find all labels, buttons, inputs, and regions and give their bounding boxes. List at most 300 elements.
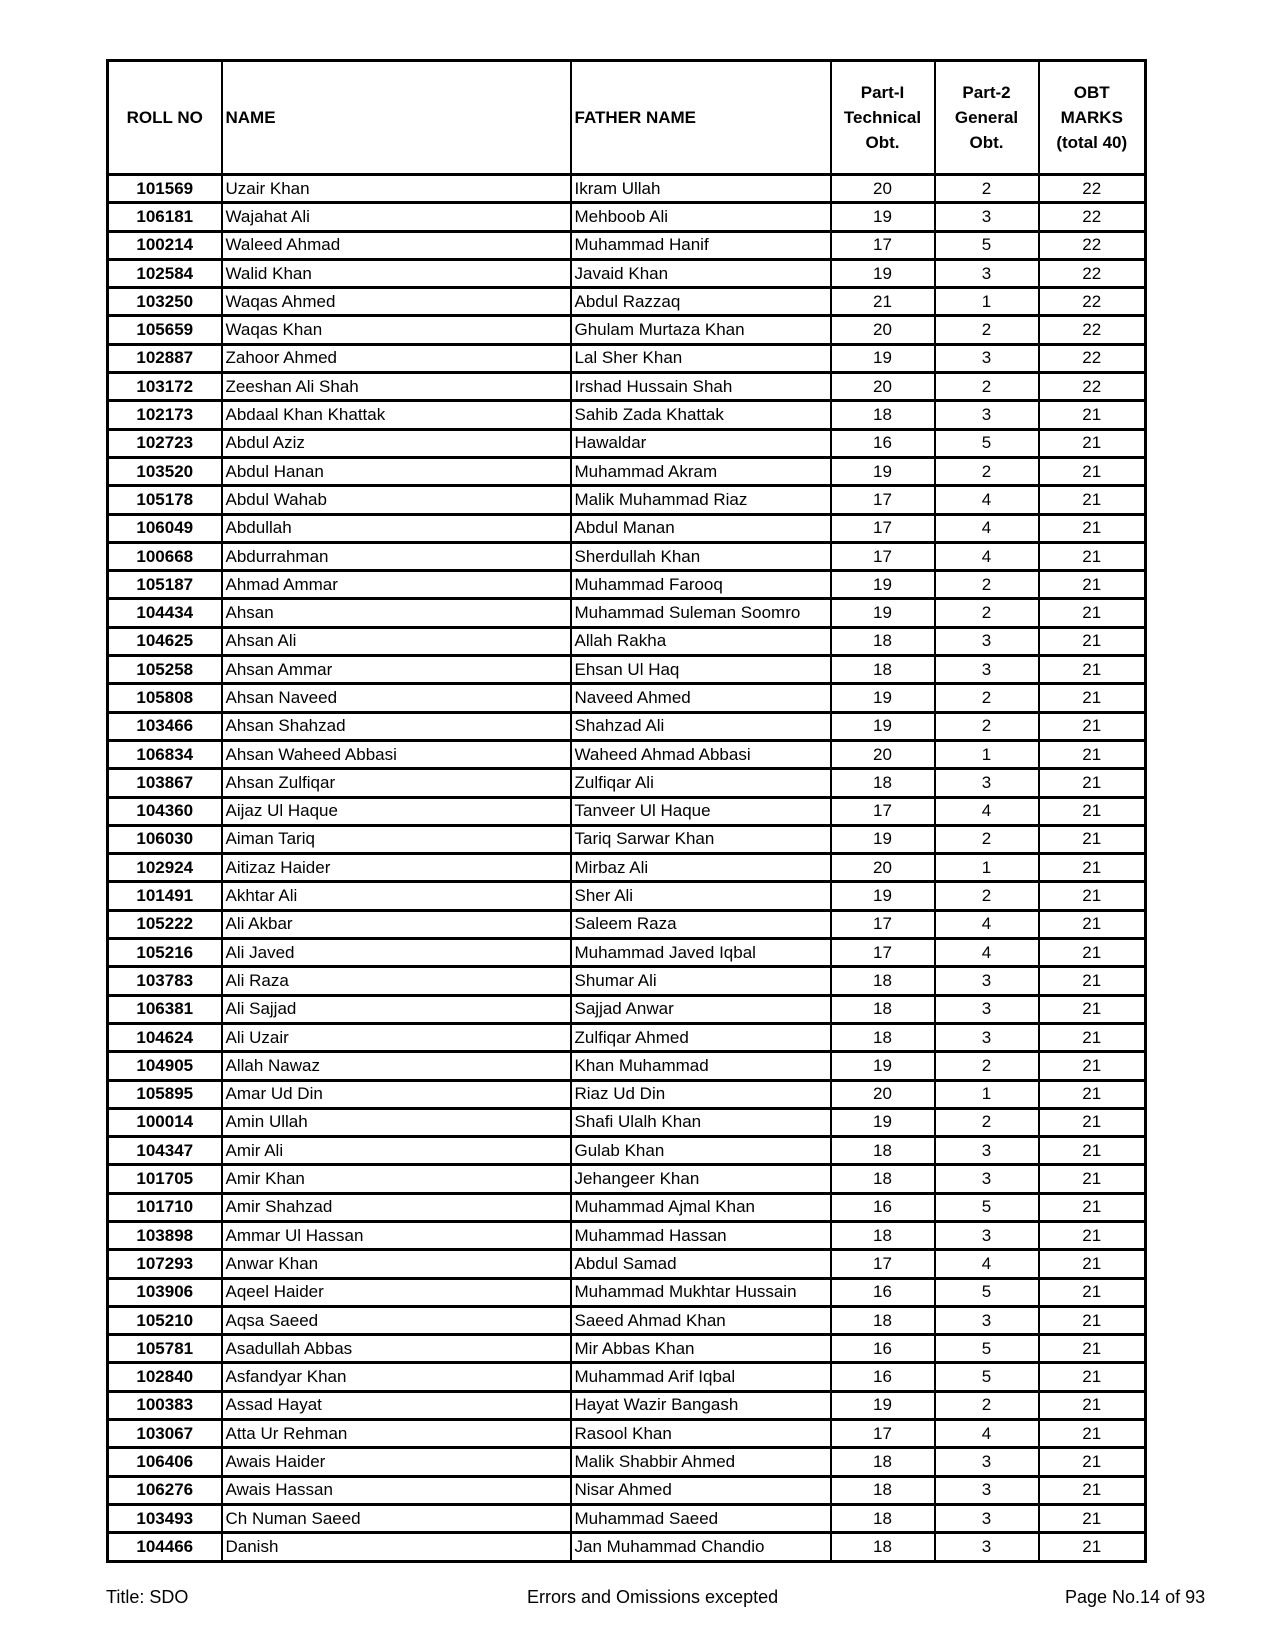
roll-no-cell: 103898: [108, 1221, 222, 1249]
obt-marks-cell: 21: [1039, 1306, 1146, 1334]
father-name-cell: Ehsan Ul Haq: [571, 656, 831, 684]
table-row: [108, 203, 1146, 231]
father-name-cell: Saeed Ahmad Khan: [571, 1306, 831, 1334]
obt-marks-cell: 21: [1039, 882, 1146, 910]
obt-marks-cell: 22: [1039, 231, 1146, 259]
obt-marks-cell: 21: [1039, 1476, 1146, 1504]
part1-score-cell: 19: [831, 457, 935, 485]
roll-no-cell: 105808: [108, 684, 222, 712]
part1-score-cell: 18: [831, 1221, 935, 1249]
name-cell: Ahsan Naveed: [222, 684, 571, 712]
part1-score-cell: 17: [831, 1250, 935, 1278]
obt-marks-cell: 21: [1039, 1250, 1146, 1278]
table-row: [108, 627, 1146, 655]
father-name-cell: Mir Abbas Khan: [571, 1335, 831, 1363]
name-cell: Amir Ali: [222, 1137, 571, 1165]
roll-no-cell: 101705: [108, 1165, 222, 1193]
header-line: OBT: [1073, 83, 1110, 102]
roll-no-cell: 104347: [108, 1137, 222, 1165]
part1-score-cell: 18: [831, 1137, 935, 1165]
part1-score-cell: 19: [831, 203, 935, 231]
part1-score-cell: 19: [831, 571, 935, 599]
father-name-cell: Muhammad Mukhtar Hussain: [571, 1278, 831, 1306]
table-body: [108, 175, 1146, 1562]
part2-score-cell: 4: [935, 797, 1039, 825]
table-row: [108, 429, 1146, 457]
part1-score-cell: 16: [831, 1278, 935, 1306]
header-line: MARKS: [1060, 108, 1123, 127]
part2-score-cell: 5: [935, 231, 1039, 259]
table-row: [108, 1165, 1146, 1193]
name-cell: Ahsan Ammar: [222, 656, 571, 684]
father-name-cell: Abdul Razzaq: [571, 288, 831, 316]
father-name-cell: Ikram Ullah: [571, 175, 831, 203]
part2-score-cell: 2: [935, 175, 1039, 203]
name-cell: Abdullah: [222, 514, 571, 542]
name-cell: Ahsan: [222, 599, 571, 627]
part2-score-cell: 3: [935, 401, 1039, 429]
roll-no-cell: 104434: [108, 599, 222, 627]
roll-no-cell: 103867: [108, 769, 222, 797]
table-row: [108, 712, 1146, 740]
father-name-cell: Shumar Ali: [571, 967, 831, 995]
name-cell: Aiman Tariq: [222, 825, 571, 853]
roll-no-cell: 105659: [108, 316, 222, 344]
name-cell: Waleed Ahmad: [222, 231, 571, 259]
obt-marks-cell: 21: [1039, 486, 1146, 514]
obt-marks-cell: 21: [1039, 457, 1146, 485]
name-cell: Amin Ullah: [222, 1108, 571, 1136]
table-row: [108, 231, 1146, 259]
table-row: [108, 1250, 1146, 1278]
father-name-cell: Tariq Sarwar Khan: [571, 825, 831, 853]
table-row: [108, 740, 1146, 768]
father-name-cell: Mehboob Ali: [571, 203, 831, 231]
roll-no-cell: 105187: [108, 571, 222, 599]
obt-marks-cell: 21: [1039, 1165, 1146, 1193]
father-name-cell: Sherdullah Khan: [571, 542, 831, 570]
obt-marks-cell: 21: [1039, 769, 1146, 797]
name-cell: Aitizaz Haider: [222, 854, 571, 882]
part2-score-cell: 2: [935, 825, 1039, 853]
header-line: General: [954, 108, 1019, 127]
father-name-cell: Muhammad Akram: [571, 457, 831, 485]
name-cell: Aqsa Saeed: [222, 1306, 571, 1334]
name-cell: Ahsan Shahzad: [222, 712, 571, 740]
part2-score-cell: 3: [935, 1476, 1039, 1504]
roll-no-cell: 105895: [108, 1080, 222, 1108]
table-row: [108, 373, 1146, 401]
name-cell: Ammar Ul Hassan: [222, 1221, 571, 1249]
part2-score-cell: 4: [935, 542, 1039, 570]
obt-marks-cell: 22: [1039, 373, 1146, 401]
obt-marks-cell: 21: [1039, 1278, 1146, 1306]
part2-score-cell: 3: [935, 995, 1039, 1023]
part1-score-cell: 17: [831, 542, 935, 570]
obt-marks-cell: 21: [1039, 684, 1146, 712]
part2-score-cell: 2: [935, 571, 1039, 599]
father-name-cell: Mirbaz Ali: [571, 854, 831, 882]
obt-marks-cell: 21: [1039, 1391, 1146, 1419]
father-name-cell: Hayat Wazir Bangash: [571, 1391, 831, 1419]
name-cell: Amir Khan: [222, 1165, 571, 1193]
header-line: (total 40): [1056, 133, 1128, 152]
table-row: [108, 175, 1146, 203]
table-row: [108, 967, 1146, 995]
part2-score-cell: 4: [935, 1250, 1039, 1278]
part2-score-cell: 5: [935, 1193, 1039, 1221]
table-row: [108, 854, 1146, 882]
obt-marks-cell: 21: [1039, 1448, 1146, 1476]
name-cell: Aijaz Ul Haque: [222, 797, 571, 825]
part1-score-cell: 18: [831, 1165, 935, 1193]
obt-marks-cell: 21: [1039, 939, 1146, 967]
header-line: Part-I: [860, 83, 905, 102]
name-cell: Awais Hassan: [222, 1476, 571, 1504]
part2-score-cell: 4: [935, 514, 1039, 542]
name-cell: Ali Uzair: [222, 1023, 571, 1051]
father-name-cell: Muhammad Hanif: [571, 231, 831, 259]
father-name-cell: Nisar Ahmed: [571, 1476, 831, 1504]
father-name-cell: Muhammad Javed Iqbal: [571, 939, 831, 967]
father-name-cell: Abdul Samad: [571, 1250, 831, 1278]
part2-score-cell: 5: [935, 1335, 1039, 1363]
table-row: [108, 316, 1146, 344]
part1-score-cell: 18: [831, 1504, 935, 1532]
part1-score-cell: 20: [831, 854, 935, 882]
part2-score-cell: 1: [935, 740, 1039, 768]
roll-no-cell: 106381: [108, 995, 222, 1023]
footer-title: Title: SDO: [106, 1587, 189, 1607]
header-row: [108, 61, 1146, 175]
obt-marks-cell: 21: [1039, 995, 1146, 1023]
part1-score-cell: 19: [831, 1052, 935, 1080]
part1-score-cell: 17: [831, 797, 935, 825]
obt-marks-cell: 21: [1039, 1335, 1146, 1363]
obt-marks-cell: 21: [1039, 910, 1146, 938]
obt-marks-cell: 21: [1039, 797, 1146, 825]
father-name-cell: Sher Ali: [571, 882, 831, 910]
table-row: [108, 769, 1146, 797]
part1-score-cell: 16: [831, 1335, 935, 1363]
roll-no-cell: 106276: [108, 1476, 222, 1504]
part2-score-cell: 2: [935, 712, 1039, 740]
father-name-cell: Abdul Manan: [571, 514, 831, 542]
table-row: [108, 684, 1146, 712]
name-cell: Uzair Khan: [222, 175, 571, 203]
roll-no-cell: 102840: [108, 1363, 222, 1391]
obt-marks-cell: 21: [1039, 854, 1146, 882]
header-obt-marks: [1039, 61, 1146, 175]
table-row: [108, 910, 1146, 938]
name-cell: Akhtar Ali: [222, 882, 571, 910]
table-row: [108, 1023, 1146, 1051]
part1-score-cell: 19: [831, 825, 935, 853]
father-name-cell: Ghulam Murtaza Khan: [571, 316, 831, 344]
obt-marks-cell: 21: [1039, 542, 1146, 570]
part2-score-cell: 3: [935, 1533, 1039, 1561]
obt-marks-cell: 21: [1039, 401, 1146, 429]
table-row: [108, 825, 1146, 853]
roll-no-cell: 102584: [108, 259, 222, 287]
part1-score-cell: 21: [831, 288, 935, 316]
part2-score-cell: 4: [935, 939, 1039, 967]
part2-score-cell: 5: [935, 1363, 1039, 1391]
roll-no-cell: 100014: [108, 1108, 222, 1136]
father-name-cell: Muhammad Suleman Soomro: [571, 599, 831, 627]
obt-marks-cell: 21: [1039, 599, 1146, 627]
name-cell: Zeeshan Ali Shah: [222, 373, 571, 401]
obt-marks-cell: 21: [1039, 740, 1146, 768]
father-name-cell: Muhammad Ajmal Khan: [571, 1193, 831, 1221]
table-row: [108, 1137, 1146, 1165]
obt-marks-cell: 22: [1039, 175, 1146, 203]
obt-marks-cell: 21: [1039, 1080, 1146, 1108]
name-cell: Ahmad Ammar: [222, 571, 571, 599]
part2-score-cell: 1: [935, 1080, 1039, 1108]
header-line: Technical: [843, 108, 922, 127]
part2-score-cell: 3: [935, 1306, 1039, 1334]
roll-no-cell: 104466: [108, 1533, 222, 1561]
part1-score-cell: 20: [831, 175, 935, 203]
obt-marks-cell: 22: [1039, 259, 1146, 287]
name-cell: Ali Raza: [222, 967, 571, 995]
part2-score-cell: 3: [935, 656, 1039, 684]
roll-no-cell: 100668: [108, 542, 222, 570]
table-row: [108, 1335, 1146, 1363]
part2-score-cell: 3: [935, 1023, 1039, 1051]
table-row: [108, 995, 1146, 1023]
roll-no-cell: 102173: [108, 401, 222, 429]
part2-score-cell: 3: [935, 344, 1039, 372]
roll-no-cell: 103250: [108, 288, 222, 316]
obt-marks-cell: 22: [1039, 203, 1146, 231]
roll-no-cell: 104360: [108, 797, 222, 825]
obt-marks-cell: 21: [1039, 1052, 1146, 1080]
father-name-cell: Jehangeer Khan: [571, 1165, 831, 1193]
father-name-cell: Zulfiqar Ali: [571, 769, 831, 797]
father-name-cell: Malik Muhammad Riaz: [571, 486, 831, 514]
name-cell: Amar Ud Din: [222, 1080, 571, 1108]
name-cell: Aqeel Haider: [222, 1278, 571, 1306]
father-name-cell: Sajjad Anwar: [571, 995, 831, 1023]
table-row: [108, 599, 1146, 627]
part2-score-cell: 2: [935, 1052, 1039, 1080]
father-name-cell: Shahzad Ali: [571, 712, 831, 740]
roll-no-cell: 105222: [108, 910, 222, 938]
part1-score-cell: 18: [831, 1476, 935, 1504]
roll-no-cell: 106181: [108, 203, 222, 231]
name-cell: Awais Haider: [222, 1448, 571, 1476]
table-row: [108, 486, 1146, 514]
name-cell: Waqas Khan: [222, 316, 571, 344]
obt-marks-cell: 21: [1039, 1504, 1146, 1532]
table-row: [108, 1504, 1146, 1532]
father-name-cell: Muhammad Farooq: [571, 571, 831, 599]
roll-no-cell: 101491: [108, 882, 222, 910]
part1-score-cell: 19: [831, 1391, 935, 1419]
name-cell: Amir Shahzad: [222, 1193, 571, 1221]
father-name-cell: Muhammad Hassan: [571, 1221, 831, 1249]
obt-marks-cell: 22: [1039, 288, 1146, 316]
father-name-cell: Irshad Hussain Shah: [571, 373, 831, 401]
results-table: [106, 59, 1147, 1563]
roll-no-cell: 102723: [108, 429, 222, 457]
roll-no-cell: 100214: [108, 231, 222, 259]
roll-no-cell: 104625: [108, 627, 222, 655]
roll-no-cell: 101710: [108, 1193, 222, 1221]
obt-marks-cell: 22: [1039, 344, 1146, 372]
part1-score-cell: 19: [831, 599, 935, 627]
roll-no-cell: 106834: [108, 740, 222, 768]
part1-score-cell: 18: [831, 967, 935, 995]
part1-score-cell: 18: [831, 1533, 935, 1561]
part2-score-cell: 2: [935, 882, 1039, 910]
part1-score-cell: 18: [831, 627, 935, 655]
name-cell: Ali Javed: [222, 939, 571, 967]
part2-score-cell: 4: [935, 1420, 1039, 1448]
obt-marks-cell: 21: [1039, 429, 1146, 457]
header-line: Obt.: [969, 133, 1004, 152]
part1-score-cell: 16: [831, 1193, 935, 1221]
table-row: [108, 656, 1146, 684]
table-row: [108, 1476, 1146, 1504]
name-cell: Asfandyar Khan: [222, 1363, 571, 1391]
part2-score-cell: 2: [935, 373, 1039, 401]
father-name-cell: Gulab Khan: [571, 1137, 831, 1165]
part1-score-cell: 17: [831, 1420, 935, 1448]
roll-no-cell: 103172: [108, 373, 222, 401]
father-name-cell: Javaid Khan: [571, 259, 831, 287]
roll-no-cell: 106049: [108, 514, 222, 542]
part1-score-cell: 19: [831, 259, 935, 287]
part2-score-cell: 1: [935, 854, 1039, 882]
part1-score-cell: 19: [831, 882, 935, 910]
obt-marks-cell: 21: [1039, 712, 1146, 740]
name-cell: Abdul Wahab: [222, 486, 571, 514]
header-father-name: FATHER NAME: [571, 61, 831, 175]
table-row: [108, 259, 1146, 287]
table-row: [108, 1363, 1146, 1391]
name-cell: Waqas Ahmed: [222, 288, 571, 316]
roll-no-cell: 106406: [108, 1448, 222, 1476]
part2-score-cell: 2: [935, 684, 1039, 712]
table-row: [108, 1052, 1146, 1080]
table-row: [108, 1080, 1146, 1108]
name-cell: Allah Nawaz: [222, 1052, 571, 1080]
father-name-cell: Lal Sher Khan: [571, 344, 831, 372]
father-name-cell: Jan Muhammad Chandio: [571, 1533, 831, 1561]
roll-no-cell: 102924: [108, 854, 222, 882]
father-name-cell: Saleem Raza: [571, 910, 831, 938]
father-name-cell: Waheed Ahmad Abbasi: [571, 740, 831, 768]
part1-score-cell: 19: [831, 1108, 935, 1136]
name-cell: Danish: [222, 1533, 571, 1561]
part1-score-cell: 17: [831, 486, 935, 514]
part2-score-cell: 3: [935, 627, 1039, 655]
roll-no-cell: 103466: [108, 712, 222, 740]
obt-marks-cell: 21: [1039, 1193, 1146, 1221]
part2-score-cell: 1: [935, 288, 1039, 316]
part1-score-cell: 18: [831, 1306, 935, 1334]
name-cell: Ahsan Ali: [222, 627, 571, 655]
table-row: [108, 1391, 1146, 1419]
roll-no-cell: 103906: [108, 1278, 222, 1306]
roll-no-cell: 103067: [108, 1420, 222, 1448]
name-cell: Ahsan Waheed Abbasi: [222, 740, 571, 768]
header-part1-technical: [831, 61, 935, 175]
part2-score-cell: 2: [935, 457, 1039, 485]
table-row: [108, 457, 1146, 485]
table-row: [108, 571, 1146, 599]
header-line: Obt.: [865, 133, 900, 152]
part1-score-cell: 19: [831, 684, 935, 712]
father-name-cell: Malik Shabbir Ahmed: [571, 1448, 831, 1476]
father-name-cell: Shafi Ulalh Khan: [571, 1108, 831, 1136]
roll-no-cell: 103493: [108, 1504, 222, 1532]
father-name-cell: Riaz Ud Din: [571, 1080, 831, 1108]
father-name-cell: Hawaldar: [571, 429, 831, 457]
header-roll-no: ROLL NO: [108, 61, 222, 175]
part1-score-cell: 20: [831, 1080, 935, 1108]
father-name-cell: Naveed Ahmed: [571, 684, 831, 712]
name-cell: Ahsan Zulfiqar: [222, 769, 571, 797]
table-row: [108, 344, 1146, 372]
obt-marks-cell: 21: [1039, 967, 1146, 995]
table-row: [108, 1306, 1146, 1334]
name-cell: Walid Khan: [222, 259, 571, 287]
obt-marks-cell: 22: [1039, 316, 1146, 344]
father-name-cell: Tanveer Ul Haque: [571, 797, 831, 825]
part1-score-cell: 16: [831, 1363, 935, 1391]
obt-marks-cell: 21: [1039, 514, 1146, 542]
table-row: [108, 882, 1146, 910]
part1-score-cell: 17: [831, 514, 935, 542]
roll-no-cell: 104624: [108, 1023, 222, 1051]
table-row: [108, 1193, 1146, 1221]
name-cell: Zahoor Ahmed: [222, 344, 571, 372]
roll-no-cell: 103520: [108, 457, 222, 485]
part1-score-cell: 19: [831, 344, 935, 372]
part2-score-cell: 3: [935, 769, 1039, 797]
father-name-cell: Sahib Zada Khattak: [571, 401, 831, 429]
roll-no-cell: 105258: [108, 656, 222, 684]
table-row: [108, 1221, 1146, 1249]
part2-score-cell: 3: [935, 1137, 1039, 1165]
footer-page-number: Page No.14 of 93: [1065, 1587, 1206, 1607]
father-name-cell: Muhammad Saeed: [571, 1504, 831, 1532]
part1-score-cell: 17: [831, 939, 935, 967]
roll-no-cell: 105178: [108, 486, 222, 514]
name-cell: Ch Numan Saeed: [222, 1504, 571, 1532]
table-row: [108, 288, 1146, 316]
obt-marks-cell: 21: [1039, 1108, 1146, 1136]
roll-no-cell: 101569: [108, 175, 222, 203]
table-row: [108, 1533, 1146, 1561]
obt-marks-cell: 21: [1039, 1420, 1146, 1448]
footer-notice: Errors and Omissions excepted: [527, 1587, 779, 1607]
roll-no-cell: 102887: [108, 344, 222, 372]
obt-marks-cell: 21: [1039, 571, 1146, 599]
roll-no-cell: 107293: [108, 1250, 222, 1278]
roll-no-cell: 105781: [108, 1335, 222, 1363]
father-name-cell: Rasool Khan: [571, 1420, 831, 1448]
name-cell: Anwar Khan: [222, 1250, 571, 1278]
part1-score-cell: 18: [831, 995, 935, 1023]
name-cell: Abdul Hanan: [222, 457, 571, 485]
table-row: [108, 1108, 1146, 1136]
part1-score-cell: 18: [831, 1023, 935, 1051]
